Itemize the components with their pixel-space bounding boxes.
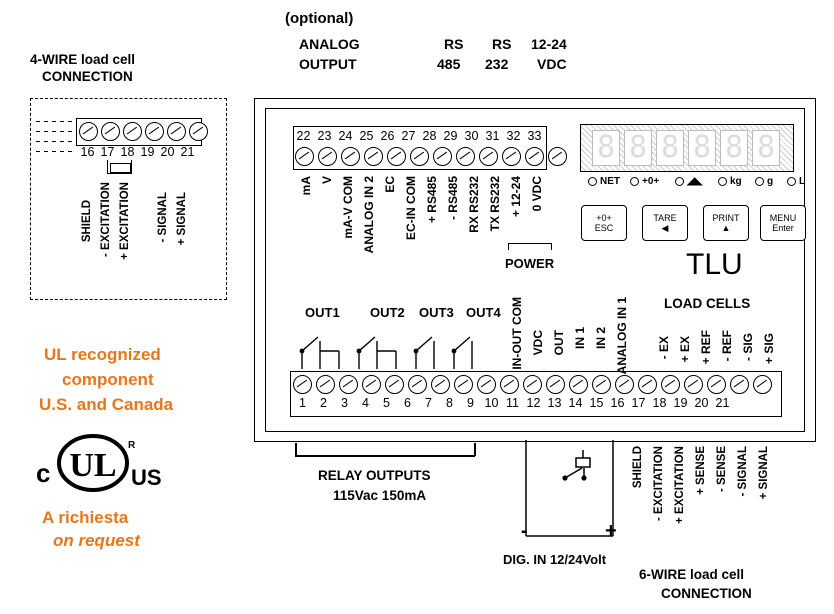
screw-23 bbox=[318, 147, 337, 166]
terminal-number: 25 bbox=[359, 129, 374, 143]
bottom-label-in2: IN 2 bbox=[594, 327, 608, 350]
screw-29 bbox=[456, 147, 475, 166]
display-digit: 8 bbox=[688, 130, 716, 166]
terminal-number: 23 bbox=[317, 129, 332, 143]
led-label: ◢◣ bbox=[687, 176, 703, 187]
power-bracket-left bbox=[508, 243, 509, 250]
screw-21 bbox=[189, 122, 208, 141]
four-wire-jumper-right bbox=[131, 160, 132, 174]
screw-2 bbox=[316, 375, 335, 394]
four-wire-lead-2 bbox=[36, 131, 76, 132]
relay-bracket-bottom bbox=[295, 455, 475, 457]
four-wire-title-line1: 4-WIRE load cell bbox=[30, 52, 136, 67]
screw-3 bbox=[339, 375, 358, 394]
relay-bracket-right bbox=[474, 443, 476, 456]
led-dot-icon bbox=[675, 177, 684, 186]
top-label-plus-12-24: + 12-24 bbox=[509, 176, 523, 218]
bottom-label-plus-ref: + REF bbox=[699, 330, 713, 365]
richiesta-line1: A richiesta bbox=[42, 508, 129, 527]
button-menu-enter[interactable] bbox=[760, 205, 806, 241]
ul-text-line2: component bbox=[62, 370, 154, 389]
screw-18 bbox=[123, 122, 142, 141]
top-label-plus-rs485: + RS485 bbox=[425, 176, 439, 224]
bottom-label-plus-sig: + SIG bbox=[762, 333, 776, 365]
terminal-number: 3 bbox=[341, 396, 348, 410]
button-top-label: PRINT bbox=[712, 213, 740, 223]
screw-24 bbox=[341, 147, 360, 166]
six-wire-title-line2: CONNECTION bbox=[661, 586, 752, 601]
top-label-EC: EC bbox=[383, 176, 397, 193]
top-label-analog-in-2: ANALOG IN 2 bbox=[362, 176, 376, 254]
terminal-number: 32 bbox=[506, 129, 521, 143]
screw-30 bbox=[479, 147, 498, 166]
power-bracket-right bbox=[551, 243, 552, 250]
button-bottom-label: ◀ bbox=[661, 223, 669, 233]
four-wire-label-plus-sig: + SIGNAL bbox=[176, 192, 188, 246]
four-wire-screws bbox=[79, 122, 208, 141]
screw-11 bbox=[523, 375, 542, 394]
led-dot-icon bbox=[718, 177, 727, 186]
led-indicator-stable bbox=[675, 176, 702, 187]
four-wire-numbers bbox=[78, 145, 197, 159]
terminal-number: 8 bbox=[446, 396, 453, 410]
out3-label: OUT3 bbox=[419, 305, 454, 320]
four-wire-label-plus-exc: + EXCITATION bbox=[119, 182, 131, 260]
top-terminal-screws bbox=[295, 147, 567, 166]
optional-label: (optional) bbox=[285, 10, 354, 27]
screw-21b bbox=[753, 375, 772, 394]
bottom-terminal-screws bbox=[293, 375, 772, 394]
four-wire-jumper-bottom bbox=[107, 173, 132, 174]
led-label: kg bbox=[730, 176, 742, 187]
rs485-line2: 485 bbox=[437, 56, 461, 72]
screw-17b bbox=[661, 375, 680, 394]
screw-10 bbox=[500, 375, 519, 394]
screw-18b bbox=[684, 375, 703, 394]
dig-in-minus: - bbox=[521, 520, 528, 542]
screw-7 bbox=[431, 375, 450, 394]
screw-20 bbox=[167, 122, 186, 141]
terminal-number: 17 bbox=[100, 145, 115, 159]
out4-label: OUT4 bbox=[466, 305, 501, 320]
screw-26 bbox=[387, 147, 406, 166]
load-cells-label: LOAD CELLS bbox=[664, 296, 751, 311]
vdc-line1: 12-24 bbox=[531, 36, 567, 52]
terminal-number: 24 bbox=[338, 129, 353, 143]
ul-mark-registered: R bbox=[128, 440, 136, 451]
screw-17 bbox=[101, 122, 120, 141]
display-digits bbox=[592, 130, 780, 166]
ul-logo-icon bbox=[57, 434, 129, 492]
four-wire-jumper-body bbox=[110, 163, 131, 173]
screw-16b bbox=[638, 375, 657, 394]
four-wire-label-minus-exc: - EXCITATION bbox=[100, 182, 112, 257]
screw-22 bbox=[295, 147, 314, 166]
screw-16 bbox=[79, 122, 98, 141]
terminal-number: 21 bbox=[180, 145, 195, 159]
top-label-EC-IN-COM: EC-IN COM bbox=[404, 176, 418, 240]
bottom-label-in-out-com: IN-OUT COM bbox=[510, 297, 524, 370]
screw-5 bbox=[385, 375, 404, 394]
terminal-number: 11 bbox=[506, 396, 519, 410]
four-wire-lead-1 bbox=[36, 121, 76, 122]
screw-6 bbox=[408, 375, 427, 394]
terminal-number: 7 bbox=[425, 396, 432, 410]
terminal-number: 16 bbox=[610, 396, 625, 410]
four-wire-label-shield: SHIELD bbox=[81, 200, 93, 243]
four-wire-jumper-left bbox=[107, 160, 108, 174]
display-digit: 8 bbox=[752, 130, 780, 166]
four-wire-lead-4 bbox=[36, 151, 76, 152]
six-wire-plus-signal-label: + SIGNAL bbox=[758, 446, 770, 500]
relay-outputs-label-line1: RELAY OUTPUTS bbox=[318, 468, 431, 483]
screw-19 bbox=[145, 122, 164, 141]
terminal-number: 4 bbox=[362, 396, 369, 410]
vdc-line2: VDC bbox=[537, 56, 567, 72]
screw-1 bbox=[293, 375, 312, 394]
svg-text:UL: UL bbox=[69, 447, 117, 484]
power-bracket-top bbox=[508, 243, 552, 244]
top-label-V: V bbox=[320, 176, 334, 185]
button-bottom-label: ▲ bbox=[721, 223, 731, 233]
ul-text-line3: U.S. and Canada bbox=[39, 395, 174, 414]
six-wire-minus-exc-label: - EXCITATION bbox=[653, 446, 665, 521]
led-label: +0+ bbox=[642, 176, 660, 187]
terminal-number: 15 bbox=[589, 396, 604, 410]
screw-15 bbox=[615, 375, 634, 394]
button-zero-esc[interactable] bbox=[581, 205, 627, 241]
screw-20b bbox=[730, 375, 749, 394]
top-label-0-vdc: 0 VDC bbox=[530, 176, 544, 212]
analog-output-line2: OUTPUT bbox=[299, 56, 357, 72]
six-wire-shield-label: SHIELD bbox=[632, 446, 644, 489]
terminal-number: 19 bbox=[140, 145, 155, 159]
button-bottom-label: Enter bbox=[772, 223, 794, 233]
ul-text-line1: UL recognized bbox=[44, 345, 161, 364]
screw-32 bbox=[525, 147, 544, 166]
bottom-label-minus-ref: - REF bbox=[720, 330, 734, 362]
terminal-number: 5 bbox=[383, 396, 390, 410]
richiesta-line2: on request bbox=[53, 531, 140, 550]
screw-8 bbox=[454, 375, 473, 394]
button-top-label: TARE bbox=[653, 213, 677, 223]
button-top-label: +0+ bbox=[596, 213, 612, 223]
terminal-number: 13 bbox=[547, 396, 562, 410]
screw-13 bbox=[569, 375, 588, 394]
terminal-number: 14 bbox=[568, 396, 583, 410]
display-digit: 8 bbox=[720, 130, 748, 166]
button-bottom-label: ESC bbox=[594, 223, 614, 233]
rs232-line2: 232 bbox=[485, 56, 509, 72]
led-indicator-kg bbox=[718, 176, 742, 187]
bottom-label-minus-sig: - SIG bbox=[741, 333, 755, 362]
dig-in-plus: + bbox=[605, 520, 617, 542]
terminal-number: 16 bbox=[80, 145, 95, 159]
terminal-number: 27 bbox=[401, 129, 416, 143]
terminal-number: 30 bbox=[464, 129, 479, 143]
screw-9 bbox=[477, 375, 496, 394]
terminal-number: 17 bbox=[631, 396, 646, 410]
terminal-number: 28 bbox=[422, 129, 437, 143]
terminal-number: 19 bbox=[673, 396, 688, 410]
led-label: g bbox=[767, 176, 774, 187]
terminal-number: 12 bbox=[526, 396, 541, 410]
screw-4 bbox=[362, 375, 381, 394]
terminal-number: 29 bbox=[443, 129, 458, 143]
screw-27 bbox=[410, 147, 429, 166]
display-digit: 8 bbox=[592, 130, 620, 166]
terminal-number: 31 bbox=[485, 129, 500, 143]
terminal-number: 21 bbox=[715, 396, 730, 410]
six-wire-minus-sense-label: - SENSE bbox=[716, 446, 728, 493]
led-indicator-net bbox=[588, 176, 620, 187]
bottom-label-analog-in-1: ANALOG IN 1 bbox=[615, 297, 629, 375]
four-wire-label-minus-sig: - SIGNAL bbox=[157, 192, 169, 243]
analog-output-line1: ANALOG bbox=[299, 36, 360, 52]
terminal-number: 18 bbox=[120, 145, 135, 159]
six-wire-minus-signal-label: - SIGNAL bbox=[737, 446, 749, 497]
relay-bracket-left bbox=[295, 443, 297, 456]
display-digit: 8 bbox=[656, 130, 684, 166]
terminal-number: 1 bbox=[299, 396, 306, 410]
terminal-number: 18 bbox=[652, 396, 667, 410]
button-print[interactable] bbox=[703, 205, 749, 241]
top-label-minus-rs485: - RS485 bbox=[446, 176, 460, 221]
led-label: NET bbox=[600, 176, 620, 187]
screw-28 bbox=[433, 147, 452, 166]
four-wire-title-line2: CONNECTION bbox=[42, 69, 133, 84]
bottom-label-out: OUT bbox=[552, 330, 566, 356]
six-wire-plus-sense-label: + SENSE bbox=[695, 446, 707, 495]
ul-mark-us: US bbox=[131, 465, 162, 490]
six-wire-title-line1: 6-WIRE load cell bbox=[639, 567, 745, 582]
bottom-label-vdc: VDC bbox=[531, 330, 545, 356]
terminal-number: 20 bbox=[694, 396, 709, 410]
display-digit: 8 bbox=[624, 130, 652, 166]
terminal-number: 9 bbox=[467, 396, 474, 410]
led-dot-icon bbox=[630, 177, 639, 186]
rs232-line1: RS bbox=[492, 36, 512, 52]
screw-25 bbox=[364, 147, 383, 166]
screw-12 bbox=[546, 375, 565, 394]
screw-19b bbox=[707, 375, 726, 394]
button-tare[interactable] bbox=[642, 205, 688, 241]
relay-contacts-diagram bbox=[296, 325, 511, 373]
ul-mark-c: c bbox=[36, 458, 51, 488]
power-label: POWER bbox=[505, 256, 555, 271]
led-indicator-g bbox=[755, 176, 773, 187]
relay-outputs-label-line2: 115Vac 150mA bbox=[333, 488, 427, 503]
led-dot-icon bbox=[755, 177, 764, 186]
led-indicator-zero bbox=[630, 176, 659, 187]
bottom-label-minus-ex: - EX bbox=[657, 336, 671, 360]
led-dot-icon bbox=[787, 177, 796, 186]
bottom-label-plus-ex: + EX bbox=[678, 336, 692, 363]
screw-14 bbox=[592, 375, 611, 394]
rs485-line1: RS bbox=[444, 36, 464, 52]
terminal-number: 2 bbox=[320, 396, 327, 410]
six-wire-plus-exc-label: + EXCITATION bbox=[674, 446, 686, 524]
bottom-label-in1: IN 1 bbox=[573, 327, 587, 350]
top-label-mA: mA bbox=[299, 176, 313, 196]
bottom-terminal-numbers bbox=[292, 396, 733, 410]
screw-31 bbox=[502, 147, 521, 166]
out2-label: OUT2 bbox=[370, 305, 405, 320]
terminal-number: 26 bbox=[380, 129, 395, 143]
top-label-mA-V-COM: mA-V COM bbox=[341, 176, 355, 239]
led-dot-icon bbox=[588, 177, 597, 186]
button-top-label: MENU bbox=[769, 213, 797, 223]
top-label-rx-rs232: RX RS232 bbox=[467, 176, 481, 233]
terminal-number: 33 bbox=[527, 129, 542, 143]
terminal-number: 20 bbox=[160, 145, 175, 159]
top-label-tx-rs232: TX RS232 bbox=[488, 176, 502, 232]
led-label: L bbox=[799, 176, 806, 187]
four-wire-lead-3 bbox=[36, 141, 76, 142]
top-terminal-numbers bbox=[293, 129, 545, 143]
screw-33 bbox=[548, 147, 567, 166]
terminal-number: 22 bbox=[296, 129, 311, 143]
tlu-brand-label: TLU bbox=[686, 248, 743, 281]
terminal-number: 6 bbox=[404, 396, 411, 410]
dig-in-label: DIG. IN 12/24Volt bbox=[503, 552, 607, 567]
led-indicator-l bbox=[787, 176, 805, 187]
out1-label: OUT1 bbox=[305, 305, 340, 320]
terminal-number: 10 bbox=[484, 396, 499, 410]
